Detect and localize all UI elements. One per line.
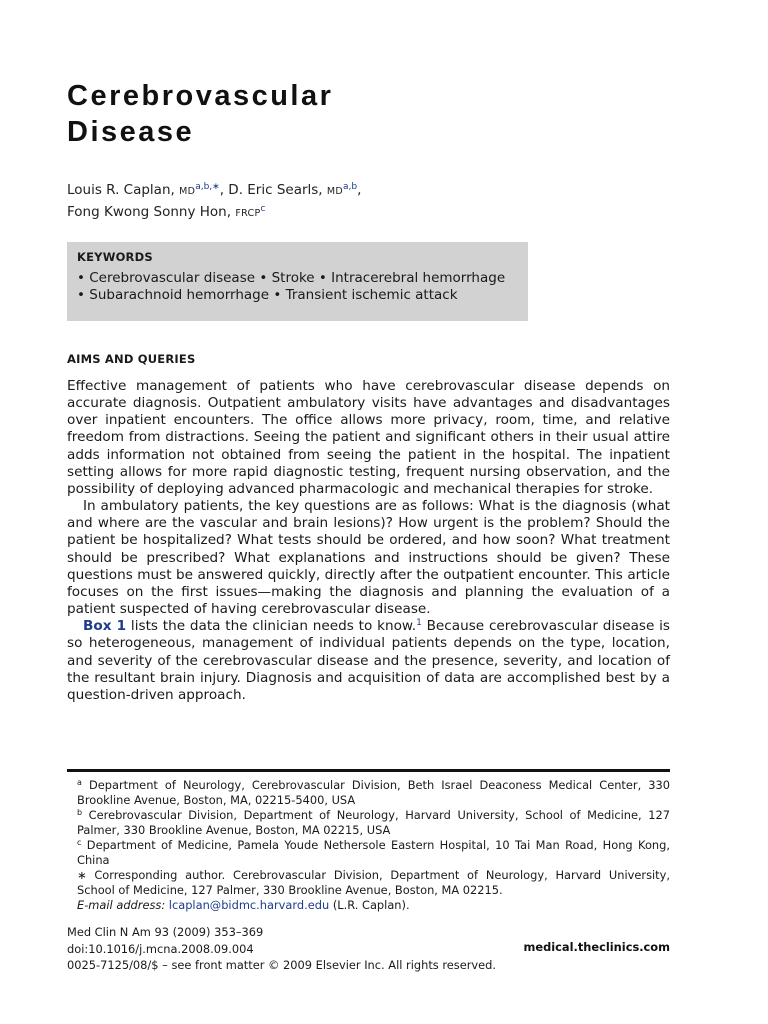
footnotes [77,778,670,913]
footnote-b-marker: b [77,808,83,817]
footnote-star-marker: ∗ [77,868,87,882]
title-line-2: Disease [67,116,195,148]
paragraph-3 [67,618,670,704]
keywords-heading: KEYWORDS [77,250,153,264]
author-searls-credential: MD [326,186,344,197]
journal-doi: doi:10.1016/j.mcna.2008.09.004 [67,941,254,956]
footnote-divider [67,769,670,772]
paragraph-1: Effective management of patients who have cerebrovascular disease depends on accurate diagnosis. Outpatient ambulatory visits have advantages and disadvantages over inpatient encounters. The office allows more privacy, room, time, and relative freedom from distractions. Seeing the patient and significant others in their usual attire adds information not obtained from seeing the patient in the hospital. The inpatient setting allows for more rapid diagnostic testing, frequent nursing observation, and the possibility of deploying advanced pharmacologic and mechanical therapies for stroke. [67,378,670,497]
title-line-1: Cerebrovascular [67,80,334,112]
author-caplan-credential: MD [179,186,196,197]
author-separator: , [357,182,362,198]
footnote-corresponding [77,868,670,898]
author-searls: , D. Eric Searls, [219,182,323,198]
author-hon: Fong Kwong Sonny Hon, [67,204,232,220]
footnote-a-marker: a [77,778,82,787]
keywords-box [67,242,528,321]
keywords-line-1: • Cerebrovascular disease • Stroke • Intracerebral hemorrhage [77,270,506,286]
paragraph-2: In ambulatory patients, the key questions are as follows: What is the diagnosis (what and where are the vascular and brain lesions)? How urgent is the problem? Should the patient be hospitalized? What tests should be ordered, and how soon? What treatment should be prescribed? What explanations and instructions should be given? These questions must be answered quickly, directly after the outpatient encounter. This article focuses on the first issues—making the diagnosis and planning the evaluation of a patient suspected of having cerebrovascular disease. [67,498,670,618]
journal-website[interactable]: medical.theclinics.com [523,940,670,954]
article-title [67,78,333,150]
footnote-c [77,838,670,868]
footnote-a [77,778,670,808]
author-caplan: Louis R. Caplan, [67,182,175,198]
journal-info [67,924,496,974]
author-line-1 [67,180,361,202]
paragraph-3-text-b: Because cerebrovascular disease is so heterogeneous, management of individual patients depends on the type, location, and severity of the cerebrovascular disease and the presence, severity, and location of the resultant brain injury. Diagnosis and acquisition of data are accomplished best by a question-driven approach. [67,618,670,703]
author-caplan-affiliation: a,b,∗ [195,182,220,192]
keywords-line-2: • Subarachnoid hemorrhage • Transient ischemic attack [77,287,458,303]
author-list [67,180,361,224]
footnote-a-text: Department of Neurology, Cerebrovascular Division, Beth Israel Deaconess Medical Center, 330 Brookline Avenue, Boston, MA, 02215-5400, USA [77,778,670,807]
footnote-c-marker: c [77,838,82,847]
article-body [67,378,670,704]
author-hon-credential: FRCP [235,208,261,219]
author-line-2 [67,202,361,224]
author-hon-affiliation: c [260,204,266,214]
author-searls-affiliation: a,b [343,182,358,192]
footnote-email [77,898,670,913]
paragraph-3-text-a: lists the data the clinician needs to know. [126,618,417,635]
footnote-corresponding-text: Corresponding author. Cerebrovascular Division, Department of Neurology, Harvard University, School of Medicine, 127 Palmer, 330 Brookline Avenue, Boston, MA 02215. [77,868,670,897]
email-link[interactable]: lcaplan@bidmc.harvard.edu [168,898,330,912]
email-suffix: (L.R. Caplan). [329,898,410,912]
footnote-c-text: Department of Medicine, Pamela Youde Nethersole Eastern Hospital, 10 Tai Man Road, Hong Kong, China [77,838,670,867]
journal-copyright: 0025-7125/08/$ – see front matter © 2009 Elsevier Inc. All rights reserved. [67,958,497,972]
box-1-link[interactable]: Box 1 [83,618,127,635]
journal-citation: Med Clin N Am 93 (2009) 353–369 [67,925,264,939]
section-heading: AIMS AND QUERIES [67,352,196,366]
reference-1-link[interactable]: 1 [416,618,422,629]
email-label: E-mail address: [77,898,166,912]
footnote-b [77,808,670,838]
footnote-b-text: Cerebrovascular Division, Department of Neurology, Harvard University, School of Medicine, 127 Palmer, 330 Brookline Avenue, Boston, MA 02215, USA [77,808,670,837]
